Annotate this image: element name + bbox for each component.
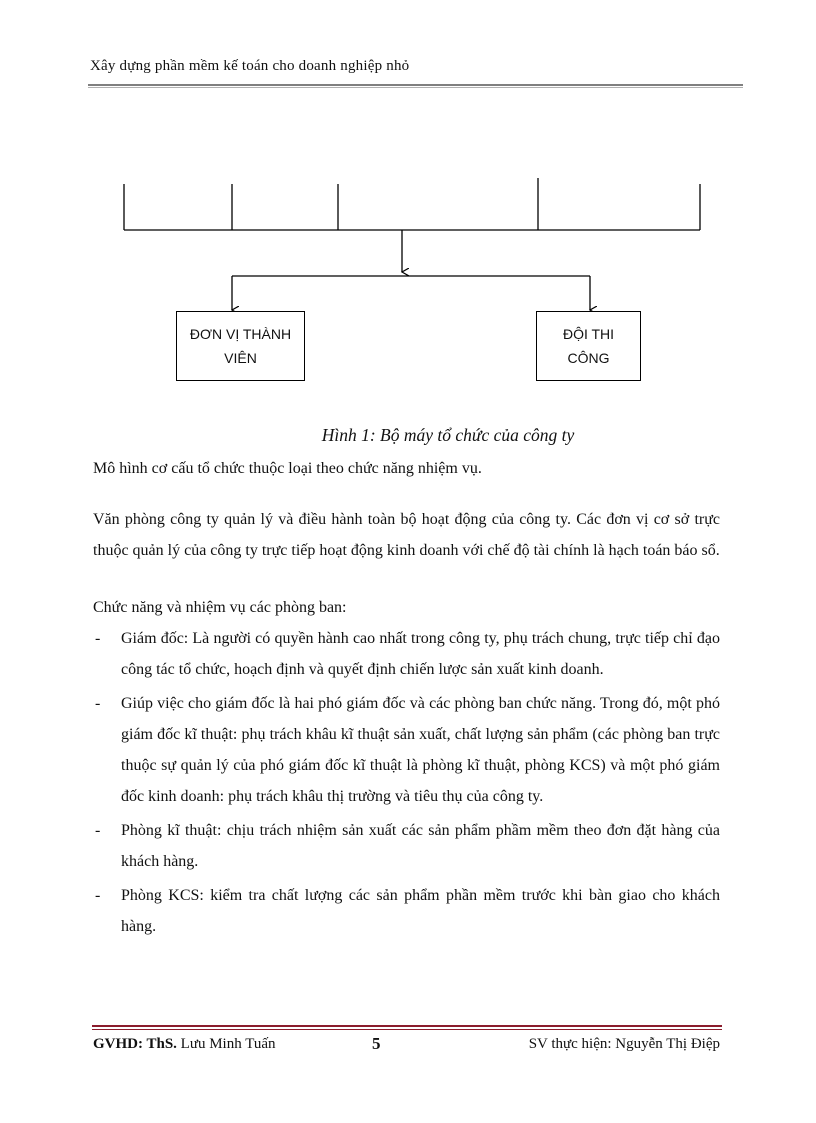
figure-caption: Hình 1: Bộ máy tổ chức của công ty <box>321 425 575 445</box>
footer-supervisor-name: Lưu Minh Tuấn <box>180 1036 276 1052</box>
list-item <box>93 688 720 812</box>
paragraph-1: Mô hình cơ cấu tổ chức thuộc loại theo chức năng nhiệm vụ. <box>93 460 482 477</box>
list-item <box>93 815 720 877</box>
org-chart-connectors <box>0 0 816 400</box>
bullet-marker: - <box>95 822 101 839</box>
box-member-units: ĐƠN VỊ THÀNH VIÊN <box>176 311 305 381</box>
footer-rule <box>92 1025 722 1027</box>
page-number: 5 <box>372 1034 381 1053</box>
box-construction-team: ĐỘI THI CÔNG <box>536 311 641 381</box>
paragraph-3: Chức năng và nhiệm vụ các phòng ban: <box>93 599 347 616</box>
list-item-text: Phòng KCS: kiểm tra chất lượng các sản phẩm phần mềm trước khi bàn giao cho khách hàng. <box>121 887 720 935</box>
footer-rule-secondary <box>92 1029 722 1030</box>
list-item <box>93 623 720 685</box>
footer-supervisor-label: GVHD: ThS. <box>93 1036 177 1052</box>
list-item-text: Giám đốc: Là người có quyền hành cao nhất trong công ty, phụ trách chung, trực tiếp chỉ đạo công tác tổ chức, hoạch định và quyết định chiến lược sản xuất kinh doanh. <box>121 630 720 678</box>
list-item-text: Giúp việc cho giám đốc là hai phó giám đốc và các phòng ban chức năng. Trong đó, một phó giám đốc kĩ thuật: phụ trách khâu kĩ thuật sản xuất, chất lượng sản phẩm (các phòng ban trực thuộc sự quản lý của phó giám đốc kĩ thuật là phòng kĩ thuật, phòng KCS) và một phó giám đốc kinh doanh: phụ trách khâu thị trường và tiêu thụ của công ty. <box>121 695 720 805</box>
bullet-marker: - <box>95 630 101 647</box>
duties-list <box>93 623 720 945</box>
bullet-marker: - <box>95 887 101 904</box>
list-item-text: Phòng kĩ thuật: chịu trách nhiệm sản xuất các sản phẩm phầm mềm theo đơn đặt hàng của khách hàng. <box>121 822 720 870</box>
paragraph-2: Văn phòng công ty quản lý và điều hành toàn bộ hoạt động của công ty. Các đơn vị cơ sở trực thuộc quản lý của công ty trực tiếp hoạt động kinh doanh với chế độ tài chính là hạch toán báo sổ. <box>93 511 720 559</box>
bullet-marker: - <box>95 695 101 712</box>
footer-student: SV thực hiện: Nguyễn Thị Điệp <box>528 1036 720 1052</box>
page-header-title: Xây dựng phần mềm kế toán cho doanh nghiệp nhỏ <box>90 58 410 74</box>
list-item <box>93 880 720 942</box>
footer-supervisor <box>93 1036 276 1053</box>
